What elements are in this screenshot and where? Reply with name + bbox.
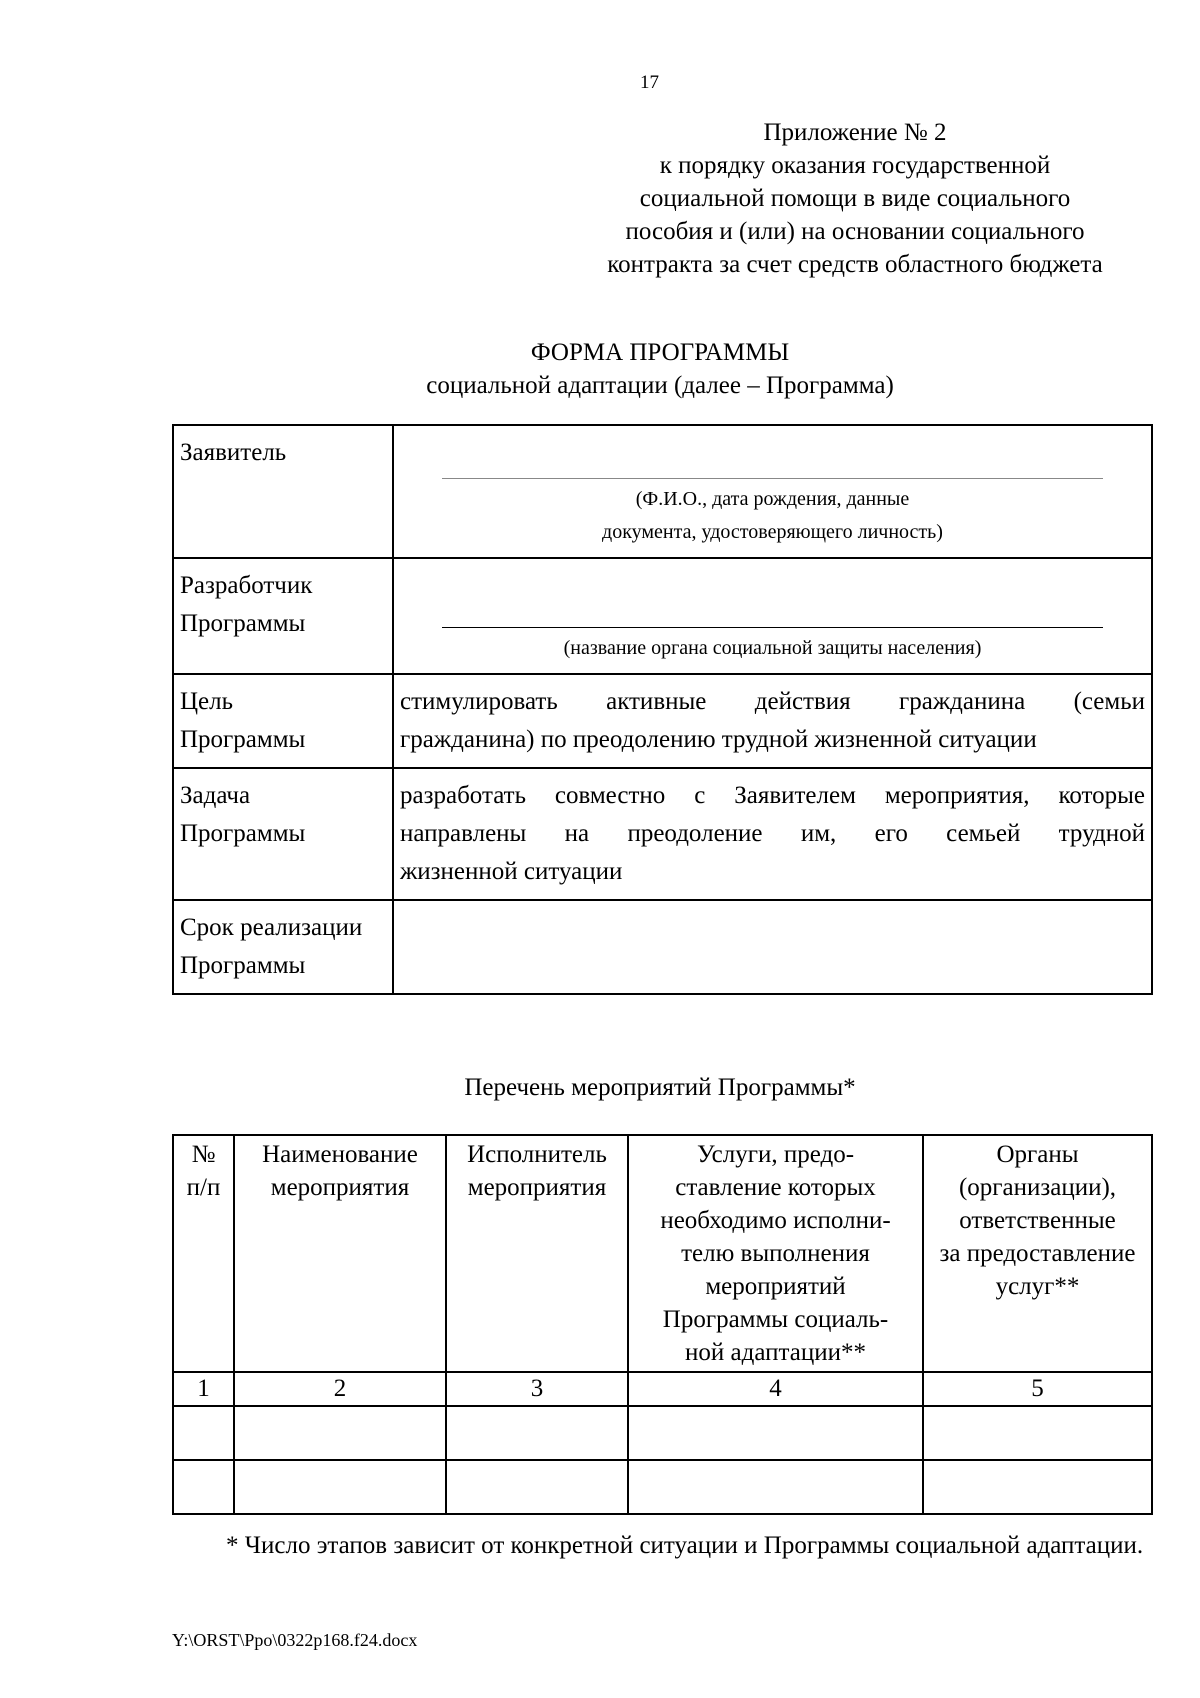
table-cell[interactable] (173, 1406, 234, 1460)
task-text-line: жизненной ситуации (400, 858, 623, 885)
form-title-sub: социальной адаптации (далее – Программа) (426, 372, 894, 399)
header-line: ставление которых (675, 1174, 876, 1201)
header-line: мероприятий (705, 1273, 846, 1300)
header-line: услуг** (995, 1273, 1080, 1300)
table-cell[interactable] (446, 1406, 628, 1460)
form-title (0, 336, 1200, 402)
header-line: п/п (186, 1174, 221, 1201)
header-line: необходимо исполни- (660, 1207, 891, 1234)
task-row (173, 768, 1152, 900)
appendix-header (560, 116, 1150, 281)
developer-row (173, 558, 1152, 674)
appendix-line: Приложение № 2 (763, 119, 947, 146)
task-label (173, 768, 393, 900)
header-line: Программы социаль- (662, 1306, 889, 1333)
term-label (173, 900, 393, 994)
table-cell[interactable] (628, 1460, 923, 1514)
goal-text-line: стимулировать активные действия гражданина (семьи (400, 688, 1145, 715)
table-cell[interactable] (923, 1460, 1152, 1514)
developer-label-line: Программы (180, 610, 306, 637)
applicant-signature-line (442, 478, 1103, 479)
goal-text-line: гражданина) по преодолению трудной жизненной ситуации (400, 726, 1037, 753)
developer-signature-line (442, 627, 1103, 628)
header-line: ответственные (959, 1207, 1116, 1234)
footnote: * Число этапов зависит от конкретной ситуации и Программы социальной адаптации. (226, 1532, 1144, 1559)
task-label-line: Программы (180, 820, 306, 847)
header-line: (организации), (958, 1174, 1117, 1201)
header-event-name (234, 1135, 446, 1372)
header-line: ной адаптации** (685, 1339, 866, 1366)
header-line: мероприятия (270, 1174, 410, 1201)
task-text-line: разработать совместно с Заявителем мероприятия, которые (400, 782, 1145, 809)
applicant-label (173, 425, 393, 558)
table-row (173, 1460, 1152, 1514)
applicant-caption-1: (Ф.И.О., дата рождения, данные (635, 488, 910, 510)
appendix-line: социальной помощи в виде социального (639, 185, 1071, 212)
events-header-row (173, 1135, 1152, 1372)
column-number: 3 (446, 1372, 628, 1406)
task-label-line: Задача (180, 782, 251, 809)
table-row (173, 1406, 1152, 1460)
file-path: Y:\ORST\Ppo\0322p168.f24.docx (172, 1630, 418, 1650)
table-cell[interactable] (173, 1460, 234, 1514)
applicant-row (173, 425, 1152, 558)
developer-caption: (название органа социальной защиты населения) (563, 637, 982, 659)
term-row (173, 900, 1152, 994)
header-executor (446, 1135, 628, 1372)
header-services (628, 1135, 923, 1372)
appendix-line: контракта за счет средств областного бюджета (607, 251, 1103, 278)
header-line: мероприятия (467, 1174, 607, 1201)
table-cell[interactable] (628, 1406, 923, 1460)
goal-label-line: Цель (180, 688, 234, 715)
column-numbers-row (173, 1372, 1152, 1406)
header-line: за предоставление (939, 1240, 1136, 1267)
form-title-main: ФОРМА ПРОГРАММЫ (530, 339, 790, 366)
term-label-line: Срок реализации (180, 914, 363, 941)
table-cell[interactable] (234, 1460, 446, 1514)
goal-row (173, 674, 1152, 768)
goal-label-line: Программы (180, 726, 306, 753)
table-cell[interactable] (234, 1406, 446, 1460)
column-number: 5 (923, 1372, 1152, 1406)
column-number: 1 (173, 1372, 234, 1406)
goal-text (393, 674, 1152, 768)
applicant-field[interactable] (393, 425, 1152, 558)
term-field[interactable] (393, 900, 1152, 994)
header-line: Наименование (262, 1141, 418, 1168)
table-cell[interactable] (446, 1460, 628, 1514)
header-line: № (191, 1141, 216, 1168)
applicant-label-text: Заявитель (180, 439, 287, 466)
developer-label (173, 558, 393, 674)
developer-label-line: Разработчик (180, 572, 313, 599)
header-line: Органы (996, 1141, 1079, 1168)
program-info-table (172, 424, 1153, 995)
column-number: 2 (234, 1372, 446, 1406)
appendix-line: к порядку оказания государственной (659, 152, 1051, 179)
table-cell[interactable] (923, 1406, 1152, 1460)
events-table (172, 1134, 1153, 1515)
task-text (393, 768, 1152, 900)
header-line: телю выполнения (681, 1240, 870, 1267)
header-responsible-bodies (923, 1135, 1152, 1372)
column-number: 4 (628, 1372, 923, 1406)
header-line: Исполнитель (467, 1141, 607, 1168)
goal-label (173, 674, 393, 768)
page-number: 17 (640, 72, 659, 93)
events-title: Перечень мероприятий Программы* (464, 1074, 856, 1101)
applicant-caption-2: документа, удостоверяющего личность) (602, 521, 943, 543)
developer-field[interactable] (393, 558, 1152, 674)
appendix-line: пособия и (или) на основании социального (625, 218, 1085, 245)
header-line: Услуги, предо- (696, 1141, 855, 1168)
task-text-line: направлены на преодоление им, его семьей трудной (400, 820, 1145, 847)
header-number (173, 1135, 234, 1372)
term-label-line: Программы (180, 952, 306, 979)
